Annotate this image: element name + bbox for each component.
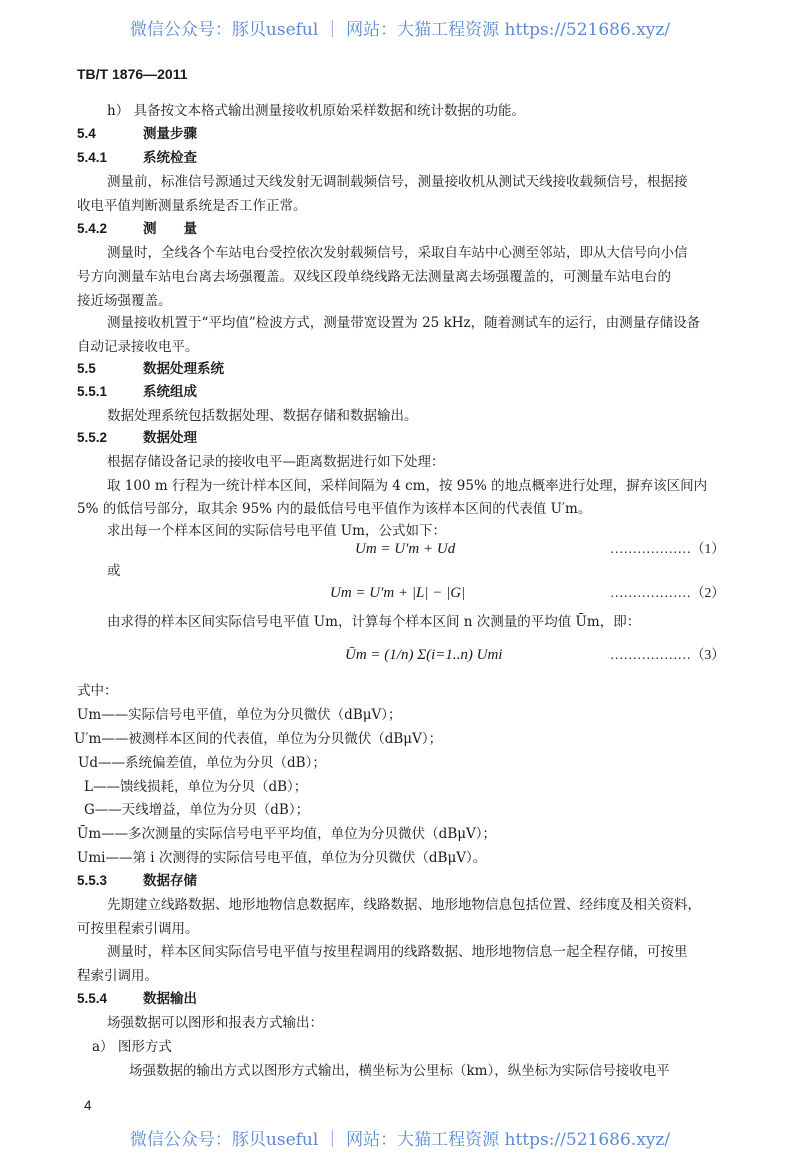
paragraph: 根据存储设备记录的接收电平—距离数据进行如下处理： [107, 454, 445, 470]
paragraph: 收电平值判断测量系统是否工作正常。 [77, 198, 307, 214]
paragraph: 自动记录接收电平。 [77, 339, 199, 355]
paragraph: 测量前，标准信号源通过天线发射无调制载频信号，测量接收机从测试天线接收载频信号，根据接 [107, 174, 688, 190]
paragraph: 5% 的低信号部分，取其余 95% 内的最低信号电平值作为该样本区间的代表值 U′m。 [77, 501, 592, 517]
definition-item: Um——实际信号电平值，单位为分贝微伏（dBμV）； [77, 707, 402, 723]
list-item-h: h） 具备按文本格式输出测量接收机原始采样数据和统计数据的功能。 [107, 103, 525, 119]
paragraph: 先期建立线路数据、地形地物信息数据库，线路数据、地形地物信息包括位置、经纬度及相关资料， [107, 897, 701, 913]
paragraph: 或 [107, 563, 121, 579]
heading-5-4-1: 5.4.1 系统检查 [77, 150, 197, 165]
definition-item: Ud——系统偏差值，单位为分贝（dB）； [78, 755, 326, 771]
equation-1-number: ………………（1） [610, 541, 725, 556]
paragraph: 号方向测量车站电台离去场强覆盖。双线区段单绕线路无法测量离去场强覆盖的，可测量车站电台的 [77, 269, 671, 285]
watermark-bottom: 微信公众号：豚贝useful ｜ 网站：大猫工程资源 https://521686.xyz/ [129, 1130, 671, 1150]
equation-1: Um = U′m + Ud [355, 541, 456, 557]
equation-2: Um = U′m + |L| − |G| [330, 585, 466, 601]
definition-item: Ūm——多次测量的实际信号电平平均值，单位为分贝微伏（dBμV）； [77, 826, 497, 842]
heading-5-5-2: 5.5.2 数据处理 [77, 430, 197, 445]
definition-item: L——馈线损耗，单位为分贝（dB）； [84, 779, 308, 795]
equation-2-number: ………………（2） [610, 585, 725, 600]
heading-5-5-3: 5.5.3 数据存储 [77, 873, 197, 888]
list-item-a: a） 图形方式 [92, 1039, 172, 1055]
paragraph: 取 100 m 行程为一统计样本区间，采样间隔为 4 cm，按 95% 的地点概率进行处理，摒弃该区间内 [107, 478, 708, 494]
paragraph: 测量接收机置于“平均值”检波方式，测量带宽设置为 25 kHz，随着测试车的运行，由测量存储设备 [107, 315, 701, 331]
definition-item: Umi——第 i 次测得的实际信号电平值，单位为分贝微伏（dBμV）。 [77, 850, 487, 866]
page-number: 4 [84, 1098, 92, 1113]
heading-5-4: 5.4 测量步骤 [77, 126, 197, 141]
paragraph: 场强数据的输出方式以图形方式输出，横坐标为公里标（km），纵坐标为实际信号接收电平 [129, 1063, 670, 1079]
paragraph: 场强数据可以图形和报表方式输出： [107, 1015, 323, 1031]
heading-5-5-4: 5.5.4 数据输出 [77, 991, 197, 1006]
paragraph: 程索引调用。 [77, 968, 158, 984]
paragraph: 测量时，全线各个车站电台受控依次发射载频信号，采取自车站中心测至邻站，即从大信号向小信 [107, 245, 688, 261]
equation-3: Ūm = (1/n) Σ(i=1..n) Umi [345, 647, 503, 663]
heading-5-5: 5.5 数据处理系统 [77, 361, 224, 376]
paragraph: 可按里程索引调用。 [77, 921, 199, 937]
equation-3-number: ………………（3） [610, 647, 725, 662]
definition-item: U′m——被测样本区间的代表值，单位为分贝微伏（dBμV）； [74, 731, 443, 747]
watermark-top: 微信公众号：豚贝useful ｜ 网站：大猫工程资源 https://521686.xyz/ [129, 20, 671, 40]
heading-5-5-1: 5.5.1 系统组成 [77, 384, 197, 399]
paragraph: 求出每一个样本区间的实际信号电平值 Um，公式如下： [107, 523, 446, 539]
paragraph: 测量时，样本区间实际信号电平值与按里程调用的线路数据、地形地物信息一起全程存储，可按里 [107, 944, 688, 960]
standard-header: TB/T 1876—2011 [77, 66, 188, 82]
paragraph: 数据处理系统包括数据处理、数据存储和数据输出。 [107, 408, 418, 424]
where-label: 式中： [77, 683, 118, 699]
paragraph: 接近场强覆盖。 [77, 293, 172, 309]
definition-item: G——天线增益，单位为分贝（dB）； [84, 802, 310, 818]
paragraph: 由求得的样本区间实际信号电平值 Um，计算每个样本区间 n 次测量的平均值 Ūm，即： [107, 614, 641, 630]
heading-5-4-2: 5.4.2 测 量 [77, 221, 197, 236]
